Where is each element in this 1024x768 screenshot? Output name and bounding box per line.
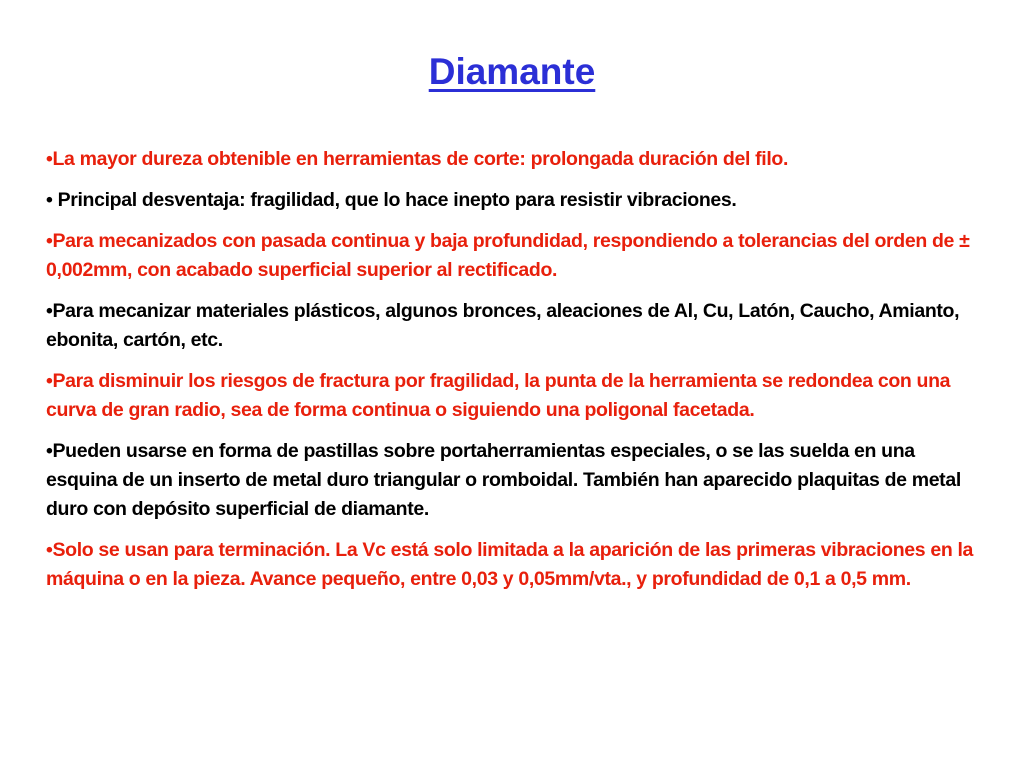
slide-title: Diamante — [428, 51, 596, 92]
bullet-item — [46, 367, 986, 425]
bullet-text: Solo se usan para terminación. La Vc está solo limitada a la aparición de las primeras vibraciones en la máquina o en la pieza. Avance pequeño, entre 0,03 y 0,05mm/vta., y profundidad de 0,1 a 0,5 mm. — [46, 539, 974, 590]
bullet-marker: • — [46, 230, 53, 252]
bullet-item — [46, 297, 986, 355]
bullet-text: Para mecanizados con pasada continua y baja profundidad, respondiendo a tolerancias del orden de ± 0,002mm, con acabado superficial superior al rectificado. — [46, 230, 970, 281]
bullet-text: Para mecanizar materiales plásticos, algunos bronces, aleaciones de Al, Cu, Latón, Caucho, Amianto, ebonita, cartón, etc. — [46, 300, 960, 351]
bullet-text: La mayor dureza obtenible en herramientas de corte: prolongada duración del filo. — [52, 148, 789, 170]
bullet-text: Para disminuir los riesgos de fractura por fragilidad, la punta de la herramienta se redondea con una curva de gran radio, sea de forma continua o siguiendo una poligonal facetada. — [46, 370, 951, 421]
bullet-marker: • — [46, 148, 53, 170]
bullet-list — [46, 145, 986, 606]
bullet-marker: • — [46, 440, 53, 462]
bullet-item — [46, 536, 986, 594]
bullet-item — [46, 227, 986, 285]
bullet-marker: • — [46, 189, 53, 211]
bullet-marker: • — [46, 539, 53, 561]
bullet-marker: • — [46, 370, 53, 392]
bullet-marker: • — [46, 300, 53, 322]
bullet-item — [46, 437, 986, 524]
bullet-text: Pueden usarse en forma de pastillas sobre portaherramientas especiales, o se las suelda en una esquina de un inserto de metal duro triangular o romboidal. También han aparecido plaquitas de metal duro con depósito superficial de diamante. — [46, 440, 961, 520]
bullet-item — [46, 186, 986, 215]
bullet-text: Principal desventaja: fragilidad, que lo hace inepto para resistir vibraciones. — [57, 189, 737, 211]
bullet-item — [46, 145, 986, 174]
